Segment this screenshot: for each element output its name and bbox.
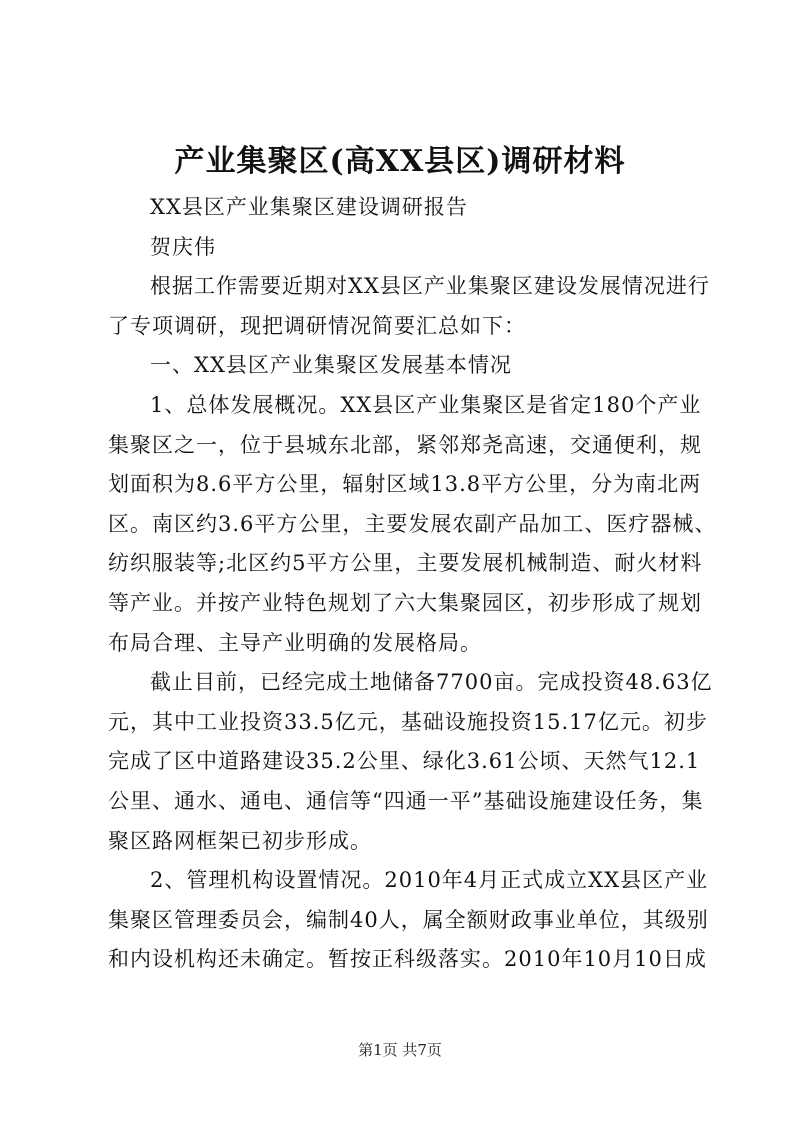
section-heading: 一、XX县区产业集聚区发展基本情况 xyxy=(150,353,512,378)
overview-paragraph: 1、总体发展概况。XX县区产业集聚区是省定180个产业集聚区之一，位于县城东北部，紧邻郑尧高速，交通便利，规划面积为8.6平方公里，辐射区域13.8平方公里，分为南北两区。南区约3.6平方公里，主要发展农副产品加工、医疗器械、纺织服装等;北区约5平方公里，主要发展机械制造、耐火材料等产业。并按产业特色规划了六大集聚园区，初步形成了规划布局合理、主导产业明确的发展格局。 xyxy=(108,392,717,655)
document-title: 产业集聚区(高XX县区)调研材料 xyxy=(174,144,626,179)
investment-paragraph: 截止目前，已经完成土地储备7700亩。完成投资48.63亿元，其中工业投资33.5亿元，基础设施投资15.17亿元。初步完成了区中道路建设35.2公里、绿化3.61公顷、天然气12.1公里、通水、通电、通信等“四通一平”基础设施建设任务，集聚区路网框架已初步形成。 xyxy=(108,670,713,853)
report-subtitle: XX县区产业集聚区建设调研报告 xyxy=(150,195,468,219)
page-footer: 第1页 共7页 xyxy=(358,1041,442,1059)
author-name: 贺庆伟 xyxy=(150,234,216,259)
document-body xyxy=(108,188,718,980)
intro-paragraph: 根据工作需要近期对XX县区产业集聚区建设发展情况进行了专项调研，现把调研情况简要汇总如下： xyxy=(108,274,710,338)
management-paragraph: 2、管理机构设置情况。2010年4月正式成立XX县区产业集聚区管理委员会，编制40人，属全额财政事业单位，其级别和内设机构还未确定。暂按正科级落实。2010年10月10日成 xyxy=(108,868,709,972)
